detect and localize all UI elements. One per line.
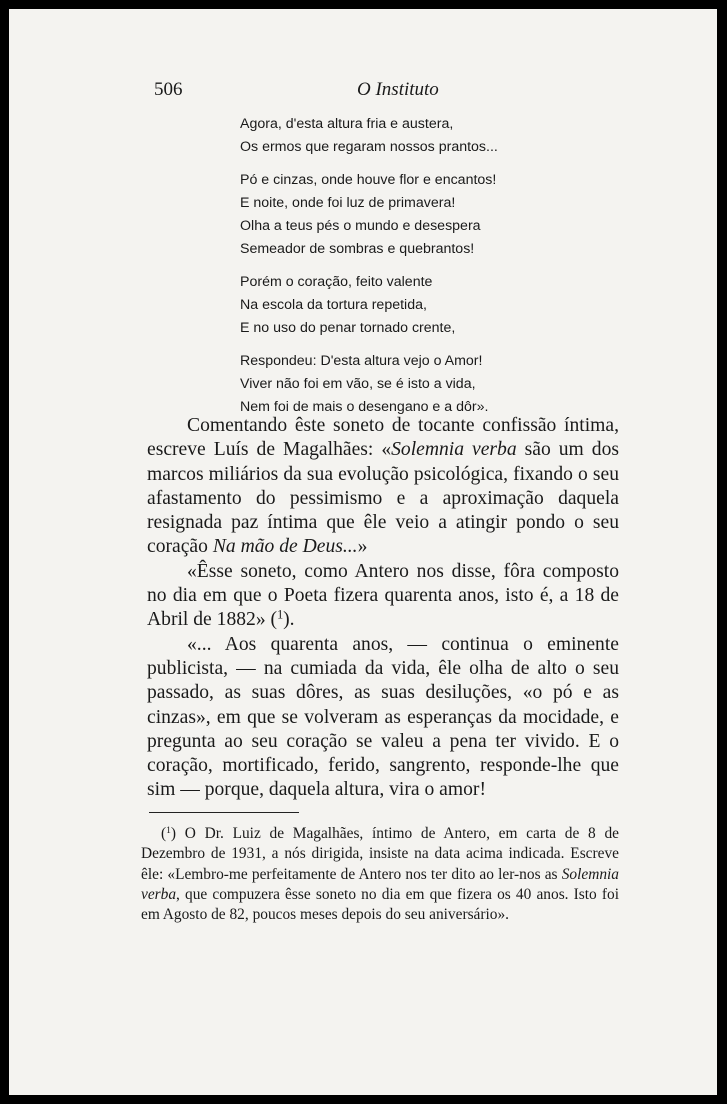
poem-line: Olha a teus pés o mundo e desespera: [240, 218, 481, 234]
footnote-reference: 1: [277, 607, 284, 622]
poem-line: Agora, d'esta altura fria e austera,: [240, 116, 454, 132]
footnote: [141, 824, 619, 925]
page-header: [9, 73, 717, 103]
footnote-divider: [149, 812, 299, 813]
poem-line: E no uso do penar tornado crente,: [240, 320, 456, 336]
footnote-text: ($^1$) O Dr. Luiz de Magalhães, íntimo de Antero, em carta de 8 de Dezembro de 1931, a nós dirigida, insiste na data acima indicada. Escreve êle: «Lembro-me perfeitamente de Antero nos ter dito ao ler-nos as Solemnia verba, que compuzera êsse soneto no dia em que fizera os 40 anos. Isto foi em Agosto de 82, poucos meses depois do seu aniversário».: [141, 824, 619, 924]
poem-line: E noite, onde foi luz de primavera!: [240, 195, 456, 211]
poem-line: Nem foi de mais o desengano e a dôr».: [240, 399, 489, 415]
poem-line: Porém o coração, feito valente: [240, 274, 433, 290]
poem-line: Semeador de sombras e quebrantos!: [240, 241, 475, 257]
poem-stanza: [240, 271, 570, 340]
page-number: 506: [154, 79, 183, 100]
book-page: [9, 9, 717, 1095]
poem-stanza: [240, 113, 570, 159]
paragraph: «Êsse soneto, como Antero nos disse, fôra composto no dia em que o Poeta fizera quarenta anos, isto é, a 18 de Abril de 1882» ($^1$).: [147, 560, 619, 631]
poem-line: Pó e cinzas, onde houve flor e encantos!: [240, 172, 497, 188]
sonnet: [240, 113, 570, 429]
paragraph: Comentando êste soneto de tocante confissão íntima, escreve Luís de Magalhães: «Solemnia verba são um dos marcos miliários da sua evolução psicológica, fixando o seu afastamento do pessimismo e a aproximação daquela resignada paz íntima que êle veio a atingir pondo o seu coração Na mão de Deus...»: [147, 415, 619, 558]
poem-stanza: [240, 169, 570, 261]
poem-line: Viver não foi em vão, se é isto a vida,: [240, 376, 476, 392]
poem-line: Os ermos que regaram nossos prantos...: [240, 139, 498, 155]
running-title: O Instituto: [357, 79, 439, 100]
body-text: [147, 414, 619, 803]
paragraph: «... Aos quarenta anos, — continua o eminente publicista, — na cumiada da vida, êle olha de alto o seu passado, as suas dôres, as suas desiluções, «o pó e as cinzas», em que se volveram as esperanças da mocidade, e pregunta ao seu coração se valeu a pena ter vivido. E o coração, mortificado, ferido, sangrento, responde-lhe que sim — porque, daquela altura, vira o amor!: [147, 633, 619, 801]
poem-line: Na escola da tortura repetida,: [240, 297, 427, 313]
poem-stanza: [240, 350, 570, 419]
poem-line: Respondeu: D'esta altura vejo o Amor!: [240, 353, 483, 369]
